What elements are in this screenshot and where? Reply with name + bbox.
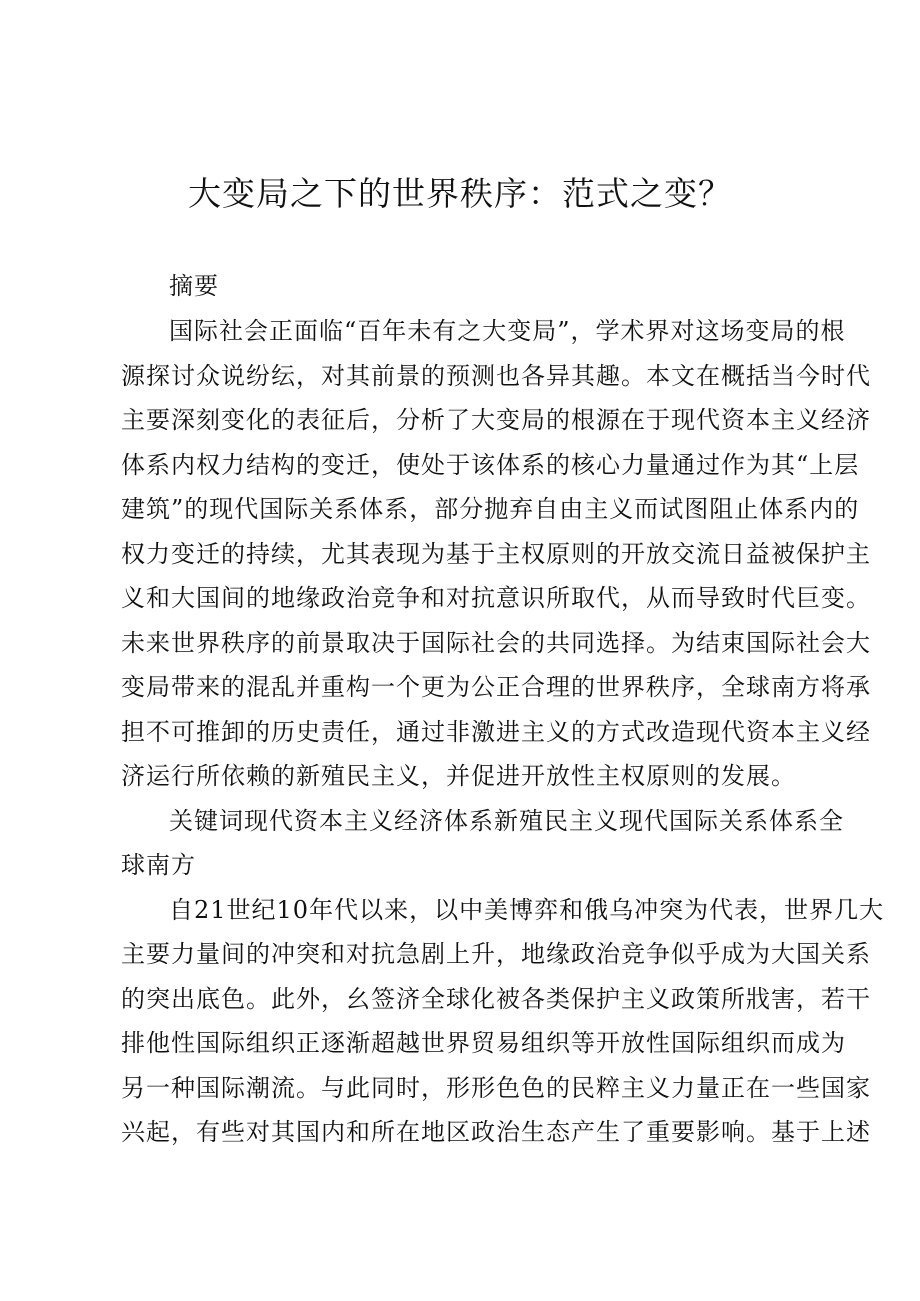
- body-line: 主要力量间的冲突和对抗急剧上升，地缘政治竞争似乎成为大国关系: [121, 940, 871, 968]
- body-line: 另一种国际潮流。与此同时，形形色色的民粹主义力量正在一些国家: [121, 1074, 871, 1102]
- abstract-line: 国际社会正面临“百年未有之大变局”，学术界对这场变局的根: [169, 317, 846, 345]
- document-title: 大变局之下的世界秩序：范式之变？: [188, 174, 732, 213]
- abstract-line: 权力变迁的持续，尤其表现为基于主权原则的开放交流日益被保护主: [121, 540, 871, 568]
- abstract-line: 义和大国间的地缘政治竞争和对抗意识所取代，从而导致时代巨变。: [121, 584, 871, 612]
- keywords-line: 关键词现代资本主义经济体系新殖民主义现代国际关系体系全: [169, 807, 844, 835]
- abstract-line: 源探讨众说纷纭，对其前景的预测也各异其趣。本文在概括当今时代: [121, 362, 871, 390]
- abstract-line: 未来世界秩序的前景取决于国际社会的共同选择。为结束国际社会大: [121, 629, 871, 657]
- body-line: 自21世纪10年代以来，以中美博弈和俄乌冲突为代表，世界几大: [169, 896, 885, 924]
- keywords-line: 球南方: [121, 851, 196, 879]
- body-line: 兴起，有些对其国内和所在地区政治生态产生了重要影响。基于上述: [121, 1118, 871, 1146]
- body-line: 的突出底色。此外，幺签济全球化被各类保护主义政策所戕害，若干: [121, 985, 871, 1013]
- abstract-heading: 摘要: [169, 272, 219, 300]
- abstract-line: 建筑”的现代国际关系体系，部分抛弃自由主义而试图阻止体系内的: [121, 495, 860, 523]
- abstract-line: 济运行所依赖的新殖民主义，并促进开放性主权原则的发展。: [121, 762, 796, 790]
- abstract-line: 担不可推卸的历史责任，通过非激进主义的方式改造现代资本主义经: [121, 718, 871, 746]
- abstract-line: 变局带来的混乱并重构一个更为公正合理的世界秩序，全球南方将承: [121, 673, 871, 701]
- abstract-line: 体系内权力结构的变迁，使处于该体系的核心力量通过作为其“上层: [121, 451, 860, 479]
- body-line: 排他性国际组织正逐渐超越世界贸易组织等开放性国际组织而成为: [121, 1029, 846, 1057]
- abstract-line: 主要深刻变化的表征后，分析了大变局的根源在于现代资本主义经济: [121, 406, 871, 434]
